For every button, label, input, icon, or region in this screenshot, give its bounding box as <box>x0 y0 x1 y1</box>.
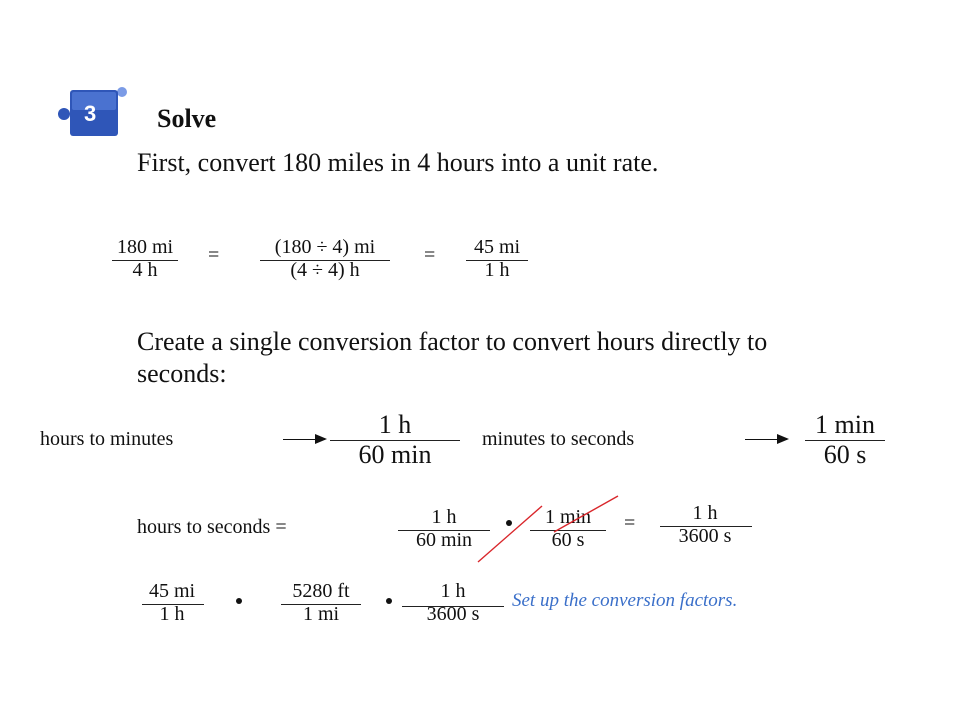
numerator: (180 ÷ 4) mi <box>274 236 376 258</box>
minutes-to-seconds-label: minutes to seconds <box>482 428 635 450</box>
equals-sign: = <box>624 512 636 534</box>
numerator: 45 mi <box>148 580 196 602</box>
denominator: 3600 s <box>426 603 480 625</box>
equals-sign: = <box>424 244 436 266</box>
step-title: Solve <box>157 104 217 133</box>
fraction-bar <box>281 604 361 605</box>
step-number: 3 <box>84 101 97 126</box>
denominator: 4 h <box>132 259 158 281</box>
equals-sign: = <box>208 244 220 266</box>
conversion-text: Create a single conversion factor to convert hours directly to seconds: <box>137 327 768 388</box>
numerator: 1 h <box>692 502 718 524</box>
fraction-bar <box>402 606 504 607</box>
numerator: 1 h <box>378 410 412 439</box>
numerator: 180 mi <box>116 236 174 258</box>
numerator: 1 min <box>544 506 592 528</box>
denominator: (4 ÷ 4) h <box>290 259 360 281</box>
hours-to-seconds-label: hours to seconds = <box>137 516 287 538</box>
denominator: 1 mi <box>302 603 340 625</box>
setup-note: Set up the conversion factors. <box>512 590 738 611</box>
multiplication-dot <box>236 598 242 604</box>
numerator: 1 h <box>440 580 466 602</box>
denominator: 60 min <box>358 439 432 469</box>
numerator: 1 min <box>815 410 875 439</box>
fraction-bar <box>142 604 204 605</box>
numerator: 45 mi <box>473 236 521 258</box>
denominator: 1 h <box>159 603 185 625</box>
fraction-5280ft-1mi <box>276 580 366 626</box>
denominator: 60 s <box>551 529 585 551</box>
fraction-45mi-1h-setup <box>135 580 209 626</box>
numerator: 1 h <box>431 506 457 528</box>
denominator: 60 min <box>415 529 473 551</box>
intro-text: First, convert 180 miles in 4 hours into a unit rate. <box>137 148 659 177</box>
denominator: 60 s <box>823 439 867 469</box>
multiplication-dot <box>386 598 392 604</box>
numerator: 5280 ft <box>292 580 350 602</box>
denominator: 1 h <box>484 259 510 281</box>
fraction-1h-3600s-setup <box>402 580 504 626</box>
hours-to-minutes-label: hours to minutes <box>40 428 174 450</box>
denominator: 3600 s <box>678 525 732 547</box>
